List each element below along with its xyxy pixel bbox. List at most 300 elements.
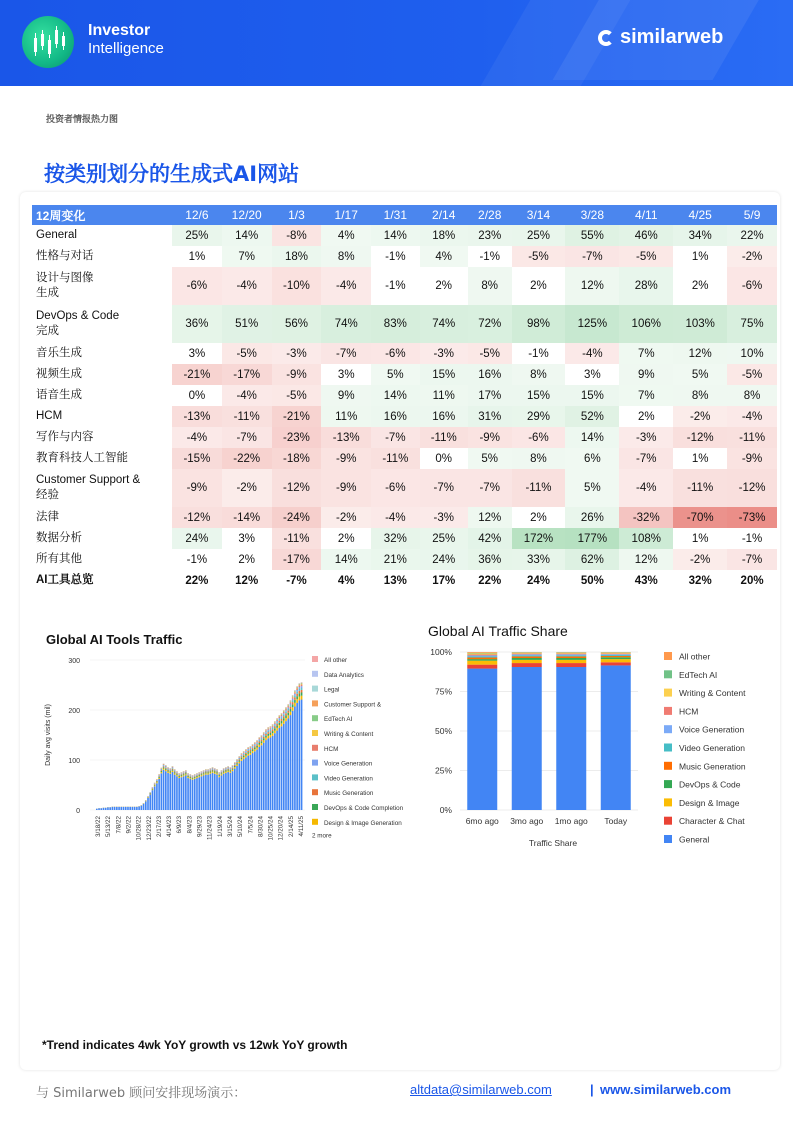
table-cell: -7%	[371, 427, 419, 448]
traffic-bar-base	[276, 731, 278, 810]
share-bar-segment	[512, 654, 542, 655]
traffic-bar-segment	[225, 769, 227, 770]
traffic-bar-segment	[234, 765, 236, 766]
brand-name-line2: Intelligence	[88, 40, 164, 57]
traffic-bar-segment	[214, 772, 216, 773]
traffic-bar-segment	[167, 772, 169, 773]
traffic-bar-segment	[183, 775, 185, 776]
column-header: 3/14	[512, 205, 566, 225]
traffic-bar-segment	[287, 711, 289, 713]
traffic-bar-segment	[207, 771, 209, 772]
traffic-bar-base	[285, 721, 287, 810]
traffic-bar-base	[301, 700, 303, 810]
traffic-bar-segment	[256, 746, 258, 748]
traffic-bar-segment	[212, 768, 214, 769]
traffic-bar-segment	[227, 767, 229, 768]
traffic-bar-segment	[201, 773, 203, 774]
traffic-bar-segment	[218, 776, 220, 777]
row-label: 教育科技人工智能	[36, 452, 128, 464]
table-cell: -14%	[222, 507, 272, 528]
share-bar-segment	[467, 652, 497, 653]
traffic-bar-segment	[250, 750, 252, 751]
traffic-bar-segment	[270, 728, 272, 729]
table-cell: 1%	[172, 246, 222, 267]
traffic-bar-base	[98, 808, 100, 810]
traffic-bar-segment	[196, 776, 198, 777]
traffic-bar-segment	[263, 738, 265, 740]
traffic-bar-segment	[181, 773, 183, 774]
investor-intelligence-logo-icon	[22, 16, 74, 68]
table-row	[32, 427, 777, 448]
table-cell: 172%	[512, 528, 566, 549]
traffic-bar-segment	[285, 713, 287, 715]
traffic-bar-segment	[272, 725, 274, 726]
traffic-bar-segment	[265, 736, 267, 738]
traffic-bar-segment	[183, 773, 185, 774]
table-cell: -18%	[272, 448, 322, 469]
table-cell: -8%	[272, 225, 322, 246]
traffic-bar-segment	[276, 728, 278, 731]
traffic-bar-segment	[154, 785, 156, 786]
traffic-bar-segment	[185, 772, 187, 773]
traffic-bar-segment	[216, 771, 218, 772]
traffic-bar-segment	[287, 715, 289, 718]
traffic-bar-segment	[301, 690, 303, 693]
traffic-bar-segment	[205, 771, 207, 772]
y-tick-label: 75%	[434, 686, 452, 697]
row-label: Customer Support & 经验	[36, 474, 141, 501]
traffic-bar-base	[210, 774, 212, 810]
traffic-bar-segment	[301, 683, 303, 684]
traffic-bar-segment	[276, 719, 278, 720]
footer-website-link[interactable]: www.similarweb.com	[600, 1082, 732, 1097]
table-cell: -4%	[371, 507, 419, 528]
traffic-bar-segment	[290, 701, 292, 702]
traffic-bar-segment	[161, 772, 163, 773]
traffic-bar-base	[283, 724, 285, 810]
table-cell: 11%	[420, 385, 468, 406]
traffic-bar-segment	[296, 699, 298, 703]
x-tick-label: 8/30/24	[257, 816, 265, 838]
legend-label: Character & Chat	[679, 816, 745, 827]
traffic-bar-base	[169, 774, 171, 810]
traffic-bar-base	[123, 807, 125, 810]
traffic-bar-segment	[292, 696, 294, 697]
legend-label: Writing & Content	[324, 731, 374, 738]
table-cell: 33%	[512, 549, 566, 570]
traffic-bar-segment	[256, 744, 258, 745]
traffic-bar-segment	[247, 752, 249, 754]
traffic-bar-segment	[285, 708, 287, 709]
table-cell: 8%	[512, 364, 566, 385]
table-cell: 2%	[512, 267, 566, 305]
traffic-bar-segment	[261, 737, 263, 738]
traffic-bar-base	[290, 715, 292, 810]
traffic-bar-segment	[156, 782, 158, 783]
table-cell: -17%	[272, 549, 322, 570]
traffic-bar-segment	[245, 753, 247, 754]
traffic-bar-base	[234, 769, 236, 810]
y-tick-label: 200	[68, 708, 80, 715]
table-cell: 14%	[565, 427, 619, 448]
traffic-bar-segment	[287, 705, 289, 706]
traffic-bar-segment	[172, 769, 174, 770]
traffic-bar-segment	[267, 730, 269, 731]
traffic-bar-segment	[241, 754, 243, 755]
traffic-bar-segment	[185, 774, 187, 775]
traffic-bar-segment	[174, 773, 176, 774]
traffic-bar-base	[247, 756, 249, 810]
traffic-bar-base	[178, 778, 180, 810]
table-cell: 52%	[565, 406, 619, 427]
table-cell: 11%	[321, 406, 371, 427]
traffic-bar-segment	[267, 736, 269, 738]
traffic-bar-segment	[292, 704, 294, 707]
table-cell: -23%	[272, 427, 322, 448]
legend-label: Music Generation	[679, 761, 746, 772]
traffic-bar-segment	[201, 772, 203, 773]
share-bar-segment	[512, 667, 542, 810]
table-cell: -11%	[222, 406, 272, 427]
traffic-bar-segment	[223, 772, 225, 773]
traffic-bar-segment	[250, 749, 252, 750]
traffic-bar-segment	[163, 768, 165, 769]
traffic-bar-segment	[292, 697, 294, 698]
traffic-bar-base	[176, 776, 178, 810]
traffic-bar-base	[279, 728, 281, 810]
legend-swatch	[664, 707, 672, 715]
traffic-bar-segment	[227, 767, 229, 768]
traffic-bar-segment	[158, 776, 160, 777]
table-cell: 8%	[727, 385, 777, 406]
table-cell: 32%	[371, 528, 419, 549]
table-row	[32, 246, 777, 267]
traffic-bar-segment	[274, 725, 276, 726]
traffic-bar-segment	[254, 746, 256, 747]
traffic-bar-segment	[294, 696, 296, 698]
traffic-bar-segment	[243, 756, 245, 757]
traffic-bar-segment	[301, 684, 303, 685]
x-tick-label: 7/8/22	[115, 816, 123, 834]
table-cell: 16%	[371, 406, 419, 427]
traffic-bar-segment	[225, 771, 227, 772]
traffic-bar-base	[203, 775, 205, 810]
traffic-bar-segment	[265, 732, 267, 733]
traffic-bar-segment	[161, 768, 163, 769]
traffic-bar-segment	[178, 777, 180, 778]
table-cell: 3%	[321, 364, 371, 385]
traffic-bar-segment	[210, 770, 212, 771]
table-corner-label: 12周变化	[32, 205, 172, 225]
traffic-bar-segment	[205, 770, 207, 771]
traffic-bar-segment	[299, 687, 301, 689]
legend-label: EdTech AI	[324, 716, 353, 724]
traffic-bar-base	[198, 777, 200, 810]
table-cell: -11%	[420, 427, 468, 448]
traffic-bar-segment	[189, 775, 191, 776]
traffic-bar-base	[241, 761, 243, 810]
traffic-bar-segment	[152, 789, 154, 790]
table-cell: -32%	[619, 507, 673, 528]
table-cell: 25%	[172, 225, 222, 246]
traffic-bar-segment	[236, 761, 238, 762]
table-row	[32, 570, 777, 591]
traffic-bar-segment	[158, 775, 160, 776]
table-cell: -1%	[371, 246, 419, 267]
table-cell: 7%	[222, 246, 272, 267]
legend-swatch	[664, 670, 672, 678]
table-cell: 72%	[468, 305, 512, 343]
legend-swatch	[312, 745, 318, 751]
traffic-bar-segment	[169, 769, 171, 770]
table-row	[32, 385, 777, 406]
similarweb-logo[interactable]	[598, 26, 723, 49]
legend-swatch	[312, 789, 318, 795]
traffic-bar-base	[105, 808, 107, 810]
traffic-bar-segment	[216, 772, 218, 773]
traffic-bar-segment	[232, 768, 234, 769]
traffic-bar-segment	[272, 728, 274, 729]
table-cell: -1%	[727, 528, 777, 549]
table-cell: 24%	[420, 549, 468, 570]
traffic-bar-segment	[234, 764, 236, 765]
table-row	[32, 343, 777, 364]
table-cell: 103%	[673, 305, 727, 343]
traffic-bar-segment	[205, 772, 207, 773]
share-bar-segment	[556, 667, 586, 810]
table-cell: 25%	[512, 225, 566, 246]
traffic-bar-base	[243, 759, 245, 810]
table-cell: -9%	[321, 448, 371, 469]
traffic-bar-segment	[174, 770, 176, 771]
traffic-bar-base	[167, 773, 169, 810]
traffic-bar-segment	[232, 766, 234, 767]
traffic-bar-segment	[223, 771, 225, 772]
traffic-bar-segment	[183, 774, 185, 775]
traffic-bar-segment	[178, 776, 180, 777]
traffic-bar-base	[214, 774, 216, 810]
row-label: HCM	[36, 410, 63, 422]
traffic-bar-base	[236, 766, 238, 810]
traffic-bar-segment	[221, 772, 223, 773]
traffic-bar-segment	[281, 714, 283, 715]
traffic-bar-segment	[270, 729, 272, 730]
traffic-bar-segment	[207, 772, 209, 773]
traffic-bar-segment	[287, 706, 289, 707]
traffic-bar-segment	[167, 768, 169, 769]
x-tick-label: 3/15/24	[226, 816, 234, 838]
traffic-bar-segment	[290, 702, 292, 703]
traffic-bar-segment	[283, 711, 285, 712]
traffic-bar-base	[107, 807, 109, 810]
table-cell: -5%	[222, 343, 272, 364]
traffic-bar-base	[116, 807, 118, 810]
traffic-bar-segment	[212, 771, 214, 772]
footer-email-link[interactable]: altdata@similarweb.com	[410, 1082, 552, 1097]
traffic-chart-title: Global AI Tools Traffic	[46, 632, 183, 647]
traffic-bar-segment	[279, 725, 281, 728]
traffic-bar-base	[292, 711, 294, 810]
traffic-bar-segment	[243, 757, 245, 759]
table-cell: 36%	[468, 549, 512, 570]
table-cell: -4%	[172, 427, 222, 448]
traffic-bar-base	[212, 773, 214, 810]
traffic-bar-segment	[201, 774, 203, 775]
traffic-bar-segment	[283, 716, 285, 718]
table-cell: -6%	[512, 427, 566, 448]
traffic-bar-segment	[210, 771, 212, 772]
table-cell: -22%	[222, 448, 272, 469]
traffic-bar-segment	[267, 729, 269, 730]
traffic-bar-segment	[163, 764, 165, 765]
traffic-bar-segment	[192, 777, 194, 778]
traffic-bar-segment	[285, 715, 287, 718]
traffic-bar-base	[196, 778, 198, 810]
traffic-bar-segment	[292, 699, 294, 701]
table-cell: 4%	[321, 225, 371, 246]
traffic-bar-segment	[245, 751, 247, 752]
similarweb-wordmark: similarweb	[620, 26, 724, 48]
share-bar-segment	[556, 656, 586, 658]
traffic-bar-segment	[212, 769, 214, 770]
traffic-bar-base	[205, 775, 207, 810]
table-cell: 22%	[468, 570, 512, 591]
traffic-bar-segment	[296, 692, 298, 694]
traffic-bar-segment	[207, 772, 209, 773]
legend-label: General	[679, 834, 710, 845]
traffic-bar-segment	[189, 778, 191, 779]
x-tick-label: 2/14/25	[287, 816, 295, 838]
table-cell: 12%	[673, 343, 727, 364]
table-cell: -7%	[321, 343, 371, 364]
table-cell: -3%	[272, 343, 322, 364]
table-cell: 12%	[565, 267, 619, 305]
traffic-bar-segment	[274, 727, 276, 729]
traffic-bar-segment	[279, 723, 281, 725]
traffic-bar-segment	[169, 771, 171, 772]
traffic-bar-segment	[172, 771, 174, 772]
traffic-bar-segment	[265, 731, 267, 732]
table-cell: -4%	[222, 385, 272, 406]
traffic-bar-segment	[296, 687, 298, 688]
table-row	[32, 305, 777, 343]
legend-more: 2 more	[312, 832, 332, 840]
traffic-bar-segment	[227, 769, 229, 770]
table-cell: -21%	[172, 364, 222, 385]
traffic-bar-segment	[187, 777, 189, 778]
traffic-bar-base	[265, 740, 267, 810]
traffic-bar-base	[112, 807, 114, 810]
traffic-bar-segment	[183, 772, 185, 773]
traffic-bar-segment	[192, 777, 194, 778]
traffic-bar-segment	[185, 773, 187, 774]
traffic-bar-base	[230, 773, 232, 810]
traffic-bar-segment	[247, 754, 249, 756]
traffic-bar-segment	[236, 764, 238, 766]
traffic-bar-segment	[292, 700, 294, 702]
traffic-bar-segment	[167, 771, 169, 772]
traffic-bar-segment	[192, 778, 194, 779]
legend-label: EdTech AI	[679, 669, 718, 680]
legend-swatch	[312, 760, 318, 766]
traffic-bar-segment	[238, 757, 240, 758]
table-cell: 50%	[565, 570, 619, 591]
table-cell: 1%	[673, 528, 727, 549]
traffic-bar-segment	[254, 745, 256, 746]
column-header: 5/9	[727, 205, 777, 225]
traffic-bar-segment	[243, 754, 245, 755]
table-row	[32, 267, 777, 305]
x-tick-label: 10/28/22	[135, 816, 143, 841]
traffic-bar-base	[281, 726, 283, 810]
traffic-bar-segment	[290, 707, 292, 709]
x-tick-label: 1/19/24	[216, 816, 224, 838]
traffic-bar-segment	[294, 700, 296, 703]
traffic-bar-segment	[227, 768, 229, 769]
table-cell: 51%	[222, 305, 272, 343]
traffic-bar-segment	[232, 766, 234, 767]
traffic-bar-segment	[227, 771, 229, 772]
y-tick-label: 0	[76, 808, 80, 815]
traffic-bar-segment	[198, 774, 200, 775]
traffic-bar-segment	[299, 689, 301, 691]
traffic-bar-base	[187, 778, 189, 810]
traffic-bar-segment	[185, 771, 187, 772]
traffic-bar-segment	[163, 765, 165, 766]
traffic-bar-base	[294, 706, 296, 810]
table-cell: -9%	[272, 364, 322, 385]
legend-swatch	[312, 774, 318, 780]
traffic-bar-segment	[210, 772, 212, 773]
table-cell: 28%	[619, 267, 673, 305]
traffic-bar-segment	[238, 762, 240, 764]
traffic-bar-base	[114, 807, 116, 810]
traffic-bar-segment	[254, 748, 256, 750]
traffic-bar-segment	[178, 774, 180, 775]
traffic-bar-segment	[189, 777, 191, 778]
share-bar-segment	[601, 654, 631, 655]
traffic-bar-base	[141, 806, 143, 810]
traffic-bar-segment	[290, 705, 292, 707]
traffic-bar-base	[109, 807, 111, 810]
table-cell: 26%	[565, 507, 619, 528]
footnote: *Trend indicates 4wk YoY growth vs 12wk YoY growth	[42, 1038, 348, 1052]
traffic-bar-segment	[279, 721, 281, 723]
traffic-bar-segment	[267, 731, 269, 732]
y-tick-label: 100	[68, 758, 80, 765]
share-bar-segment	[601, 659, 631, 662]
legend-swatch	[312, 686, 318, 692]
traffic-bar-segment	[165, 768, 167, 769]
legend-swatch	[664, 744, 672, 752]
traffic-bar-segment	[299, 684, 301, 685]
table-cell: 14%	[321, 549, 371, 570]
table-cell: 12%	[222, 570, 272, 591]
traffic-bar-segment	[276, 720, 278, 721]
table-cell: 34%	[673, 225, 727, 246]
table-cell: -7%	[468, 469, 512, 507]
traffic-bar-segment	[169, 772, 171, 773]
traffic-bar-segment	[165, 770, 167, 771]
table-cell: -6%	[727, 267, 777, 305]
table-cell: 14%	[222, 225, 272, 246]
traffic-bar-base	[174, 775, 176, 810]
table-cell: -6%	[371, 469, 419, 507]
table-cell: 125%	[565, 305, 619, 343]
table-row	[32, 448, 777, 469]
traffic-bar-segment	[218, 774, 220, 775]
x-tick-label: 11/24/23	[206, 816, 214, 841]
